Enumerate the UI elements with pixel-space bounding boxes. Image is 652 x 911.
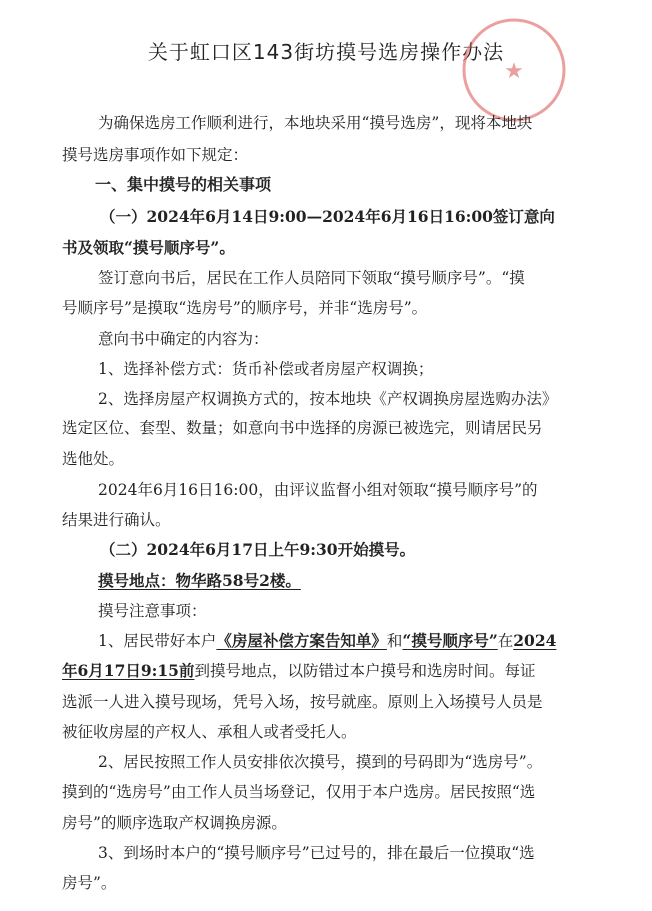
paragraph-8-line2 [62,661,652,681]
paragraph-9-line1: 2、居民按照工作人员安排依次摸号，摸到的号码即为“选房号”。 [98,753,543,771]
svg-text:★: ★ [504,59,524,84]
paragraph-5-line2: 选定区位、套型、数量；如意向书中选择的房源已被选完，则请居民另 [62,419,543,437]
paragraph-8-line3: 选派一人进入摸号现场，凭号入场，按号就座。原则上入场摸号人员是 [62,693,543,711]
subsection-1-line1: （一）2024年6月14日9:00—2024年6月16日16:00签订意向 [100,207,555,226]
p8-doc-name: 《房屋补偿方案告知单》 [216,631,387,650]
paragraph-6-line1: 2024年6月16日16:00，由评议监督小组对领取“摸号顺序号”的 [98,481,538,499]
paragraph-intro-line1: 为确保选房工作顺利进行，本地块采用“摸号选房”，现将本地块 [98,114,533,132]
paragraph-8-line1 [98,631,652,651]
p8-text-c: 在 [497,632,514,650]
paragraph-10-line2: 房号”。 [62,874,117,892]
subsection-2: （二）2024年6月17日上午9:30开始摸号。 [100,540,416,559]
paragraph-9-line2: 摸到的“选房号”由工作人员当场登记，仅用于本户选房。居民按照“选 [62,783,536,801]
paragraph-10-line1: 3、到场时本户的“摸号顺序号”已过号的，排在最后一位摸取“选 [98,844,535,862]
document-title: 关于虹口区143街坊摸号选房操作办法 [147,40,505,64]
paragraph-2-line1: 签订意向书后，居民在工作人员陪同下领取“摸号顺序号”。“摸 [98,269,525,287]
p8-arrival-time: 年6月17日9:15前 [62,661,195,680]
p8-text-d: 到摸号地点，以防错过本户摸号和选房时间。每证 [194,662,536,680]
paragraph-9-line3: 房号”的顺序选取产权调换房源。 [62,814,287,832]
paragraph-7: 摸号注意事项： [98,602,207,620]
p8-text-a: 1、居民带好本户 [98,632,217,650]
paragraph-6-line2: 结果进行确认。 [62,511,171,529]
paragraph-8-line4: 被征收房屋的产权人、承租人或者受托人。 [62,723,357,741]
p8-order-number: “摸号顺序号” [402,631,498,650]
paragraph-5-line3: 选他处。 [62,450,125,468]
paragraph-3: 意向书中确定的内容为： [98,330,269,348]
paragraph-5-line1: 2、选择房屋产权调换方式的，按本地块《产权调换房屋选购办法》 [98,390,558,408]
p8-year: 2024 [513,631,557,650]
official-seal-stamp [458,14,570,126]
paragraph-2-line2: 号顺序号”是摸取“选房号”的顺序号，并非“选房号”。 [62,299,428,317]
paragraph-4: 1、选择补偿方式：货币补偿或者房屋产权调换； [98,360,434,378]
paragraph-intro-line2: 摸号选房事项作如下规定： [62,146,249,164]
section-heading-1: 一、集中摸号的相关事项 [95,175,272,194]
subsection-1-line2: 书及领取“摸号顺序号”。 [62,238,235,257]
p8-text-b: 和 [386,632,403,650]
lottery-location: 摸号地点：物华路58号2楼。 [98,571,301,590]
